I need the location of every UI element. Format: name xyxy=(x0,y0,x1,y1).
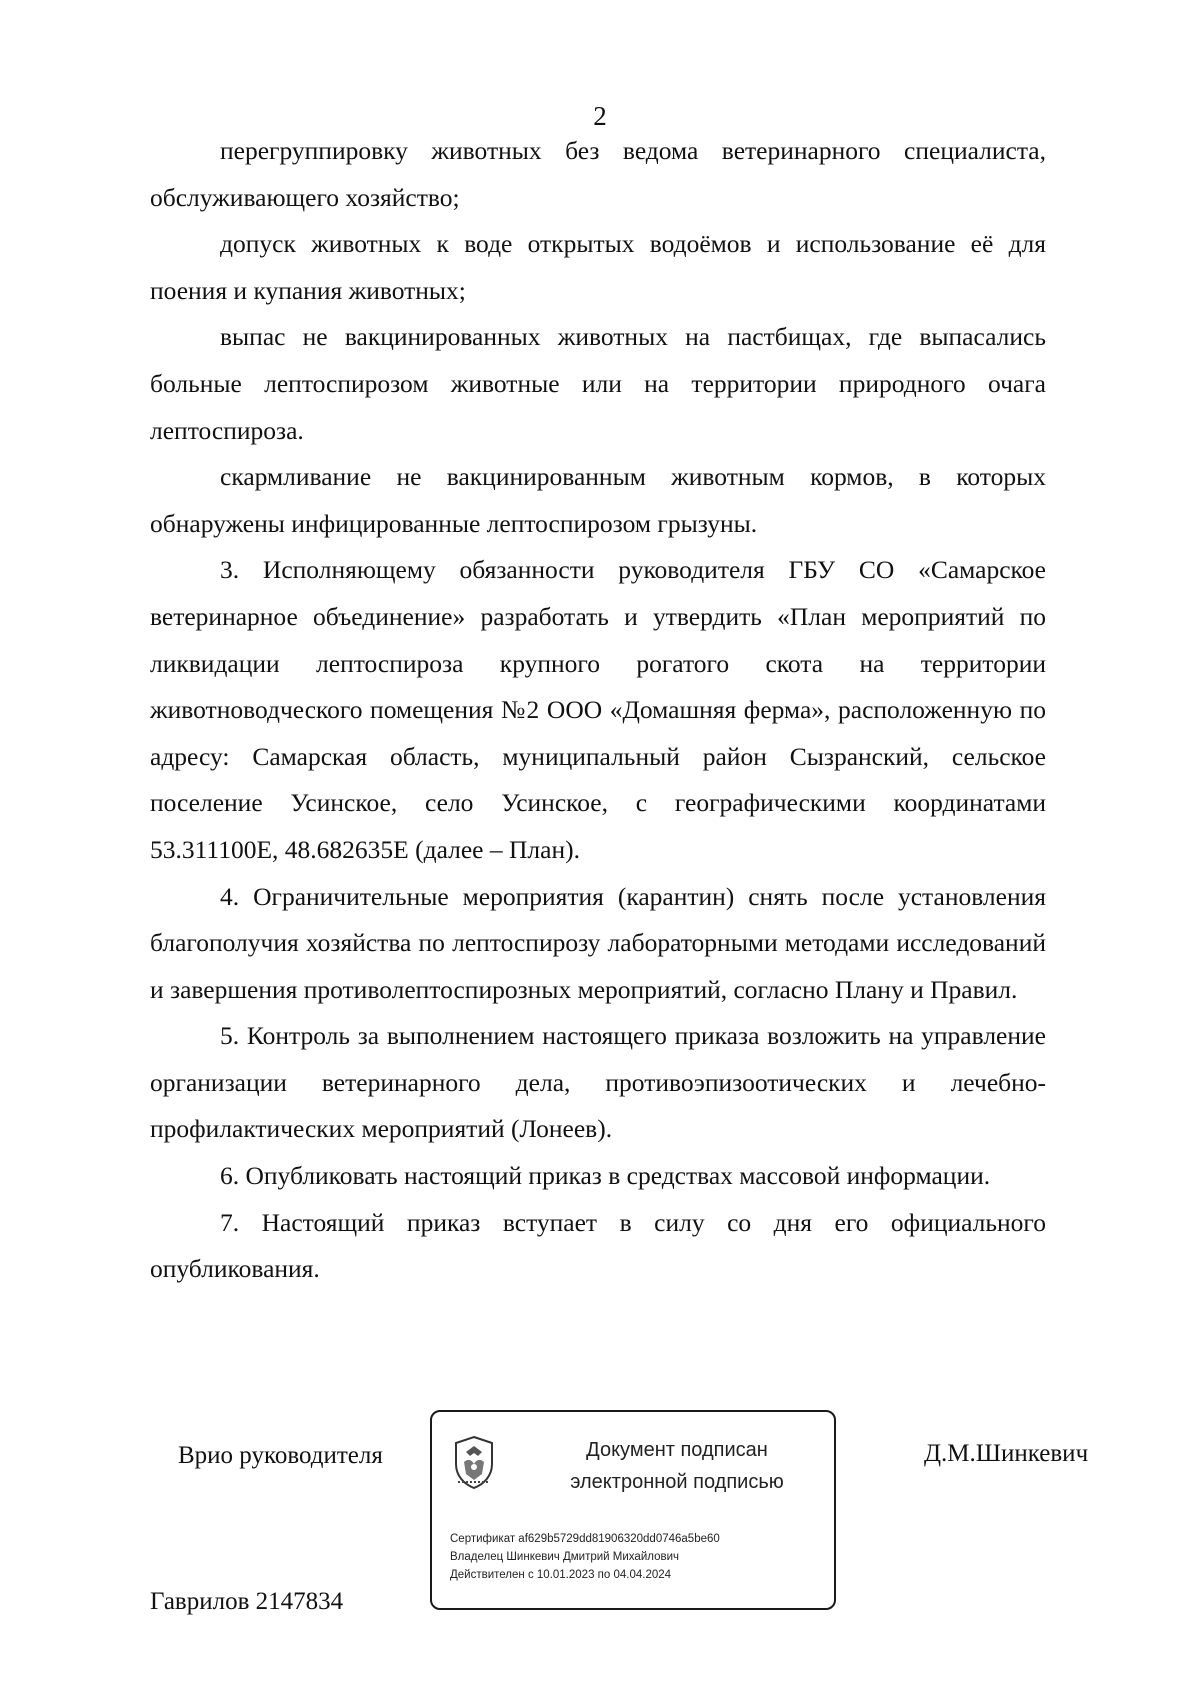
paragraph-item-7: 7. Настоящий приказ вступает в силу со дня его официального опубликования. xyxy=(150,1207,1046,1284)
paragraph-item-3: 3. Исполняющему обязанности руководителя ГБУ СО «Самарское ветеринарное объединение» разработать и утвердить «План мероприятий по ликвидации лептоспироза крупного рогатого скота на территории животноводческого помещения №2 ООО «Домашняя ферма», расположенную по адресу: Самарская область, муниципальный район Сызранский, сельское поселение Усинское, село Усинское, с географическими координатами 53.311100E, 48.682635E (далее – План). xyxy=(150,555,1046,864)
stamp-certificate: Сертификат af629b5729dd81906320dd0746a5be60 xyxy=(450,1533,720,1545)
paragraph-prohibition-pasture: выпас не вакцинированных животных на пастбищах, где выпасались больные лептоспирозом животные или на территории природного очага лептоспироза. xyxy=(150,322,1046,445)
stamp-title-line-2: электронной подписью xyxy=(570,1471,784,1493)
paragraph-item-6: 6. Опубликовать настоящий приказ в средствах массовой информации. xyxy=(220,1161,991,1191)
stamp-title xyxy=(532,1434,822,1498)
paragraph-prohibition-feed: скармливание не вакцинированным животным кормов, в которых обнаружены инфицированные лептоспирозом грызуны. xyxy=(150,462,1046,538)
stamp-certificate-details xyxy=(450,1530,830,1584)
paragraph-item-4: 4. Ограничительные мероприятия (карантин) снять после установления благополучия хозяйства по лептоспирозу лабораторными методами исследований и завершения противолептоспирозных мероприятий, согласно Плану и Правил. xyxy=(150,881,1046,1004)
stamp-owner: Владелец Шинкевич Дмитрий Михайлович xyxy=(450,1551,680,1563)
signer-name: Д.М.Шинкевич xyxy=(924,1440,1089,1467)
paragraph-prohibition-regrouping: перегруппировку животных без ведома ветеринарного специалиста, обслуживающего хозяйство; xyxy=(150,136,1046,212)
page-number: 2 xyxy=(593,101,607,131)
paragraph-prohibition-water: допуск животных к воде открытых водоёмов и использование её для поения и купания животных; xyxy=(150,229,1046,305)
executor-info: Гаврилов 2147834 xyxy=(150,1588,344,1615)
stamp-title-line-1: Документ подписан xyxy=(586,1439,768,1461)
stamp-validity: Действителен с 10.01.2023 по 04.04.2024 xyxy=(450,1569,672,1581)
electronic-signature-stamp xyxy=(430,1410,836,1610)
paragraph-item-5: 5. Контроль за выполнением настоящего приказа возложить на управление организации ветеринарного дела, противоэпизоотических и лечебно-профилактических мероприятий (Лонеев). xyxy=(150,1021,1046,1144)
signer-role: Врио руководителя xyxy=(178,1442,383,1469)
coat-of-arms-icon xyxy=(448,1434,500,1490)
